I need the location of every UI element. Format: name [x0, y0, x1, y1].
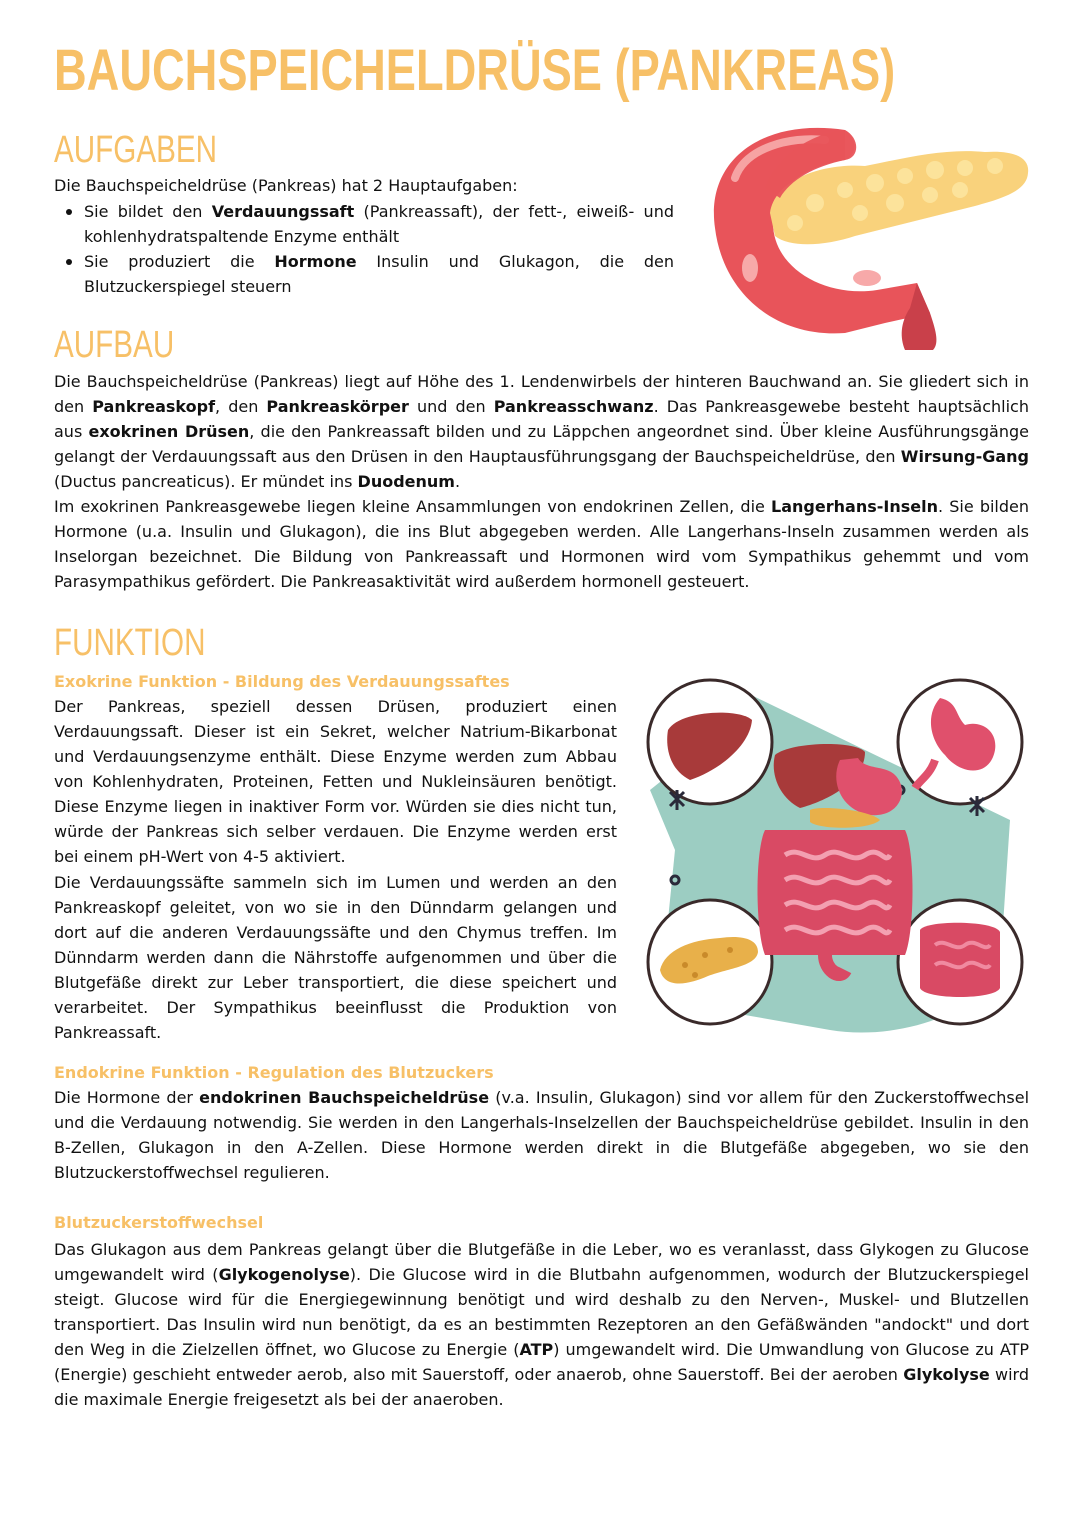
aufgaben-intro: Die Bauchspeicheldrüse (Pankreas) hat 2 Hauptaufgaben:: [54, 176, 518, 195]
digestive-system-illustration: [640, 670, 1030, 1040]
aufbau-paragraph-2: Im exokrinen Pankreasgewebe liegen kleine Ansammlungen von endokrinen Zellen, die Langerhans-Inseln. Sie bilden Hormone (u.a. Insulin und Glukagon), die ins Blut abgegeben werden. Alle Langerhans-Inseln zusammen werden als Inselorgan bezeichnet. Die Bildung von Pankreassaft und Hormonen wird vom Sympathikus gehemmt und vom Parasympathikus gefördert. Die Pankreasaktivität wird außerdem hormonell gesteuert.: [54, 497, 1030, 591]
subheading-blutzuckerstoffwechsel: Blutzuckerstoffwechsel: [54, 1213, 264, 1232]
endokrine-paragraph: Die Hormone der endokrinen Bauchspeicheldrüse (v.a. Insulin, Glukagon) sind vor allem für den Zuckerstoffwechsel und die Verdauung notwendig. Sie werden in den Langerhals-Inselzellen der Bauchspeicheldrüse gebildet. Insulin in den B-Zellen, Glukagon in den A-Zellen. Diese Hormone werden direkt in die Blutgefäße abgegeben, wo sie den Blutzuckerstoffwechsel regulieren.: [54, 1088, 1030, 1182]
section-heading-aufbau: AUFBAU: [54, 324, 175, 366]
list-item: Sie produziert die Hormone Insulin und Glukagon, die den Blutzuckerspiegel steuern: [84, 249, 674, 299]
section-heading-funktion: FUNKTION: [54, 622, 206, 664]
subheading-exokrine-funktion: Exokrine Funktion - Bildung des Verdauungssaftes: [54, 672, 510, 691]
aufgaben-list: [54, 199, 674, 299]
exokrine-paragraph-2: Die Verdauungssäfte sammeln sich im Lumen und werden an den Pankreaskopf geleitet, von wo sie in den Dünndarm gelangen und dort auf die anderen Verdauungssäfte und den Chymus treffen. Im Dünndarm werden dann die Nährstoffe aufgenommen und über die Blutgefäße direkt zur Leber transportiert, die diese speichert und verarbeitet. Der Sympathikus beeinflusst die Produktion von Pankreassaft.: [54, 873, 617, 1042]
section-heading-aufgaben: AUFGABEN: [54, 129, 218, 171]
list-item: Sie bildet den Verdauungssaft (Pankreassaft), der fett-, eiweiß- und kohlenhydratspaltende Enzyme enthält: [84, 199, 674, 249]
aufbau-paragraph-1: Die Bauchspeicheldrüse (Pankreas) liegt auf Höhe des 1. Lendenwirbels der hinteren Bauchwand an. Sie gliedert sich in den Pankreaskopf, den Pankreaskörper und den Pankreasschwanz. Das Pankreasgewebe besteht hauptsächlich aus exokrinen Drüsen, die den Pankreassaft bilden und zu Läppchen angeordnet sind. Über kleine Ausführungsgänge gelangt der Verdauungssaft aus den Drüsen in den Hauptausführungsgang der Bauchspeicheldrüse, den Wirsung-Gang (Ductus pancreaticus). Er mündet ins Duodenum.: [54, 372, 1030, 491]
page-title: BAUCHSPEICHELDRÜSE (PANKREAS): [54, 38, 896, 103]
pancreas-illustration: [695, 118, 1035, 353]
exokrine-paragraph-1: Der Pankreas, speziell dessen Drüsen, produziert einen Verdauungssaft. Dieser ist ein Sekret, welcher Natrium-Bikarbonat und Verdauungsenzyme enthält. Diese Enzyme werden zum Abbau von Kohlenhydraten, Proteinen, Fetten und Nukleinsäuren benötigt. Diese Enzyme liegen in inaktiver Form vor. Würden sie dies nicht tun, würde der Pankreas sich selber verdauen. Die Enzyme werden erst bei einem pH-Wert von 4-5 aktiviert.: [54, 697, 617, 866]
subheading-endokrine-funktion: Endokrine Funktion - Regulation des Blutzuckers: [54, 1063, 494, 1082]
blutzucker-paragraph: Das Glukagon aus dem Pankreas gelangt über die Blutgefäße in die Leber, wo es veranlasst, dass Glykogen zu Glucose umgewandelt wird (Glykogenolyse). Die Glucose wird in die Blutbahn aufgenommen, wodurch der Blutzuckerspiegel steigt. Glucose wird für die Energiegewinnung benötigt und wird deshalb zu den Nerven-, Muskel- und Blutzellen transportiert. Das Insulin wird nun benötigt, da es an bestimmten Rezeptoren an den Gefäßwänden "andockt" und dort den Weg in die Zielzellen öffnet, wo Glucose zu Energie (ATP) umgewandelt wird. Die Umwandlung von Glucose zu ATP (Energie) geschieht entweder aerob, also mit Sauerstoff, oder anaerob, ohne Sauerstoff. Bei der aeroben Glykolyse wird die maximale Energie freigesetzt als bei der anaeroben.: [54, 1240, 1030, 1409]
